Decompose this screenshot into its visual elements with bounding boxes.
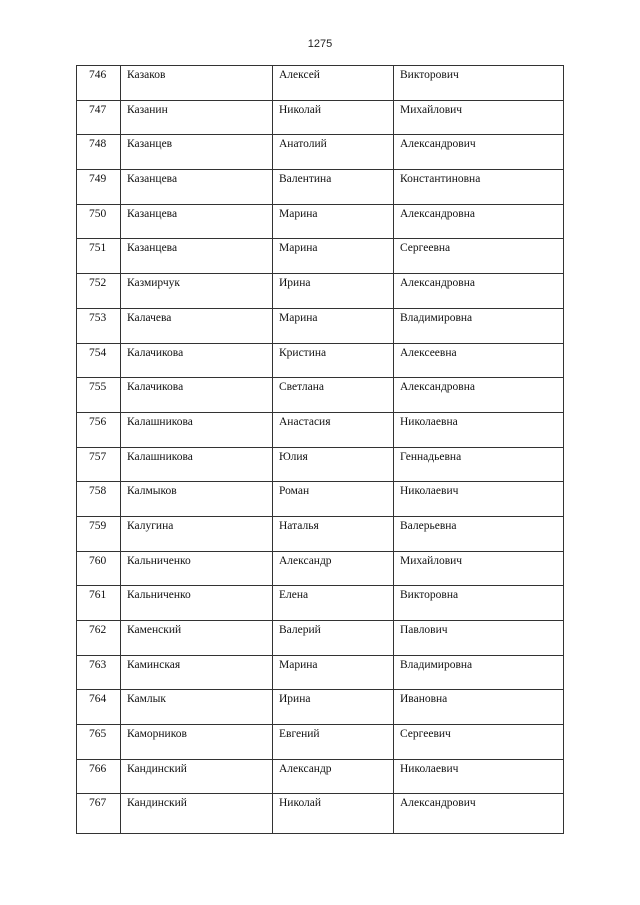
row-number-cell: 762 — [77, 621, 121, 656]
row-number-cell: 766 — [77, 759, 121, 794]
table-row — [77, 204, 564, 239]
row-number-cell: 763 — [77, 655, 121, 690]
row-number-cell: 746 — [77, 66, 121, 101]
last-name-cell: Калашникова — [121, 447, 273, 482]
first-name-cell: Юлия — [273, 447, 394, 482]
row-number-cell: 754 — [77, 343, 121, 378]
patronymic-cell: Валерьевна — [394, 516, 564, 551]
row-number-cell: 760 — [77, 551, 121, 586]
patronymic-cell: Ивановна — [394, 690, 564, 725]
last-name-cell: Казаков — [121, 66, 273, 101]
patronymic-cell: Викторовна — [394, 586, 564, 621]
first-name-cell: Марина — [273, 204, 394, 239]
patronymic-cell: Викторович — [394, 66, 564, 101]
last-name-cell: Кандинский — [121, 759, 273, 794]
patronymic-cell: Павлович — [394, 621, 564, 656]
table-row — [77, 621, 564, 656]
first-name-cell: Валентина — [273, 170, 394, 205]
table-row — [77, 343, 564, 378]
table-row — [77, 100, 564, 135]
row-number-cell: 751 — [77, 239, 121, 274]
last-name-cell: Калачева — [121, 308, 273, 343]
table-row — [77, 378, 564, 413]
table-row — [77, 586, 564, 621]
patronymic-cell: Михайлович — [394, 100, 564, 135]
patronymic-cell: Александрович — [394, 135, 564, 170]
patronymic-cell: Константиновна — [394, 170, 564, 205]
patronymic-cell: Владимировна — [394, 655, 564, 690]
table-row — [77, 170, 564, 205]
patronymic-cell: Алексеевна — [394, 343, 564, 378]
row-number-cell: 765 — [77, 725, 121, 760]
first-name-cell: Евгений — [273, 725, 394, 760]
last-name-cell: Каминская — [121, 655, 273, 690]
table-row — [77, 135, 564, 170]
table-row — [77, 794, 564, 834]
last-name-cell: Казанцева — [121, 239, 273, 274]
first-name-cell: Марина — [273, 655, 394, 690]
patronymic-cell: Сергеевна — [394, 239, 564, 274]
first-name-cell: Николай — [273, 794, 394, 834]
first-name-cell: Александр — [273, 551, 394, 586]
table-row — [77, 690, 564, 725]
table-row — [77, 274, 564, 309]
last-name-cell: Калашникова — [121, 412, 273, 447]
first-name-cell: Кристина — [273, 343, 394, 378]
patronymic-cell: Александрович — [394, 794, 564, 834]
row-number-cell: 755 — [77, 378, 121, 413]
last-name-cell: Кальниченко — [121, 551, 273, 586]
patronymic-cell: Геннадьевна — [394, 447, 564, 482]
patronymic-cell: Александровна — [394, 274, 564, 309]
row-number-cell: 758 — [77, 482, 121, 517]
table-row — [77, 447, 564, 482]
table-row — [77, 759, 564, 794]
first-name-cell: Анастасия — [273, 412, 394, 447]
patronymic-cell: Владимировна — [394, 308, 564, 343]
first-name-cell: Роман — [273, 482, 394, 517]
table-row — [77, 308, 564, 343]
last-name-cell: Каменский — [121, 621, 273, 656]
table-row — [77, 516, 564, 551]
row-number-cell: 761 — [77, 586, 121, 621]
patronymic-cell: Александровна — [394, 204, 564, 239]
row-number-cell: 764 — [77, 690, 121, 725]
table-row — [77, 482, 564, 517]
roster-table — [76, 65, 564, 834]
last-name-cell: Камлык — [121, 690, 273, 725]
first-name-cell: Анатолий — [273, 135, 394, 170]
last-name-cell: Казанцева — [121, 204, 273, 239]
row-number-cell: 748 — [77, 135, 121, 170]
table-row — [77, 725, 564, 760]
table-row — [77, 239, 564, 274]
patronymic-cell: Николаевич — [394, 482, 564, 517]
last-name-cell: Каморников — [121, 725, 273, 760]
last-name-cell: Казанцева — [121, 170, 273, 205]
patronymic-cell: Николаевич — [394, 759, 564, 794]
last-name-cell: Кальниченко — [121, 586, 273, 621]
last-name-cell: Калугина — [121, 516, 273, 551]
last-name-cell: Калмыков — [121, 482, 273, 517]
table-row — [77, 655, 564, 690]
last-name-cell: Калачикова — [121, 378, 273, 413]
first-name-cell: Марина — [273, 239, 394, 274]
first-name-cell: Николай — [273, 100, 394, 135]
table-row — [77, 412, 564, 447]
table-row — [77, 551, 564, 586]
page-number: 1275 — [307, 38, 333, 50]
first-name-cell: Наталья — [273, 516, 394, 551]
first-name-cell: Александр — [273, 759, 394, 794]
last-name-cell: Кандинский — [121, 794, 273, 834]
first-name-cell: Алексей — [273, 66, 394, 101]
table-row — [77, 66, 564, 101]
patronymic-cell: Александровна — [394, 378, 564, 413]
first-name-cell: Валерий — [273, 621, 394, 656]
last-name-cell: Казанин — [121, 100, 273, 135]
row-number-cell: 753 — [77, 308, 121, 343]
last-name-cell: Калачикова — [121, 343, 273, 378]
first-name-cell: Светлана — [273, 378, 394, 413]
row-number-cell: 749 — [77, 170, 121, 205]
row-number-cell: 752 — [77, 274, 121, 309]
row-number-cell: 759 — [77, 516, 121, 551]
patronymic-cell: Михайлович — [394, 551, 564, 586]
first-name-cell: Елена — [273, 586, 394, 621]
roster-body — [77, 66, 564, 834]
row-number-cell: 767 — [77, 794, 121, 834]
patronymic-cell: Николаевна — [394, 412, 564, 447]
first-name-cell: Ирина — [273, 274, 394, 309]
patronymic-cell: Сергеевич — [394, 725, 564, 760]
last-name-cell: Казмирчук — [121, 274, 273, 309]
row-number-cell: 756 — [77, 412, 121, 447]
first-name-cell: Марина — [273, 308, 394, 343]
row-number-cell: 757 — [77, 447, 121, 482]
first-name-cell: Ирина — [273, 690, 394, 725]
row-number-cell: 750 — [77, 204, 121, 239]
last-name-cell: Казанцев — [121, 135, 273, 170]
row-number-cell: 747 — [77, 100, 121, 135]
